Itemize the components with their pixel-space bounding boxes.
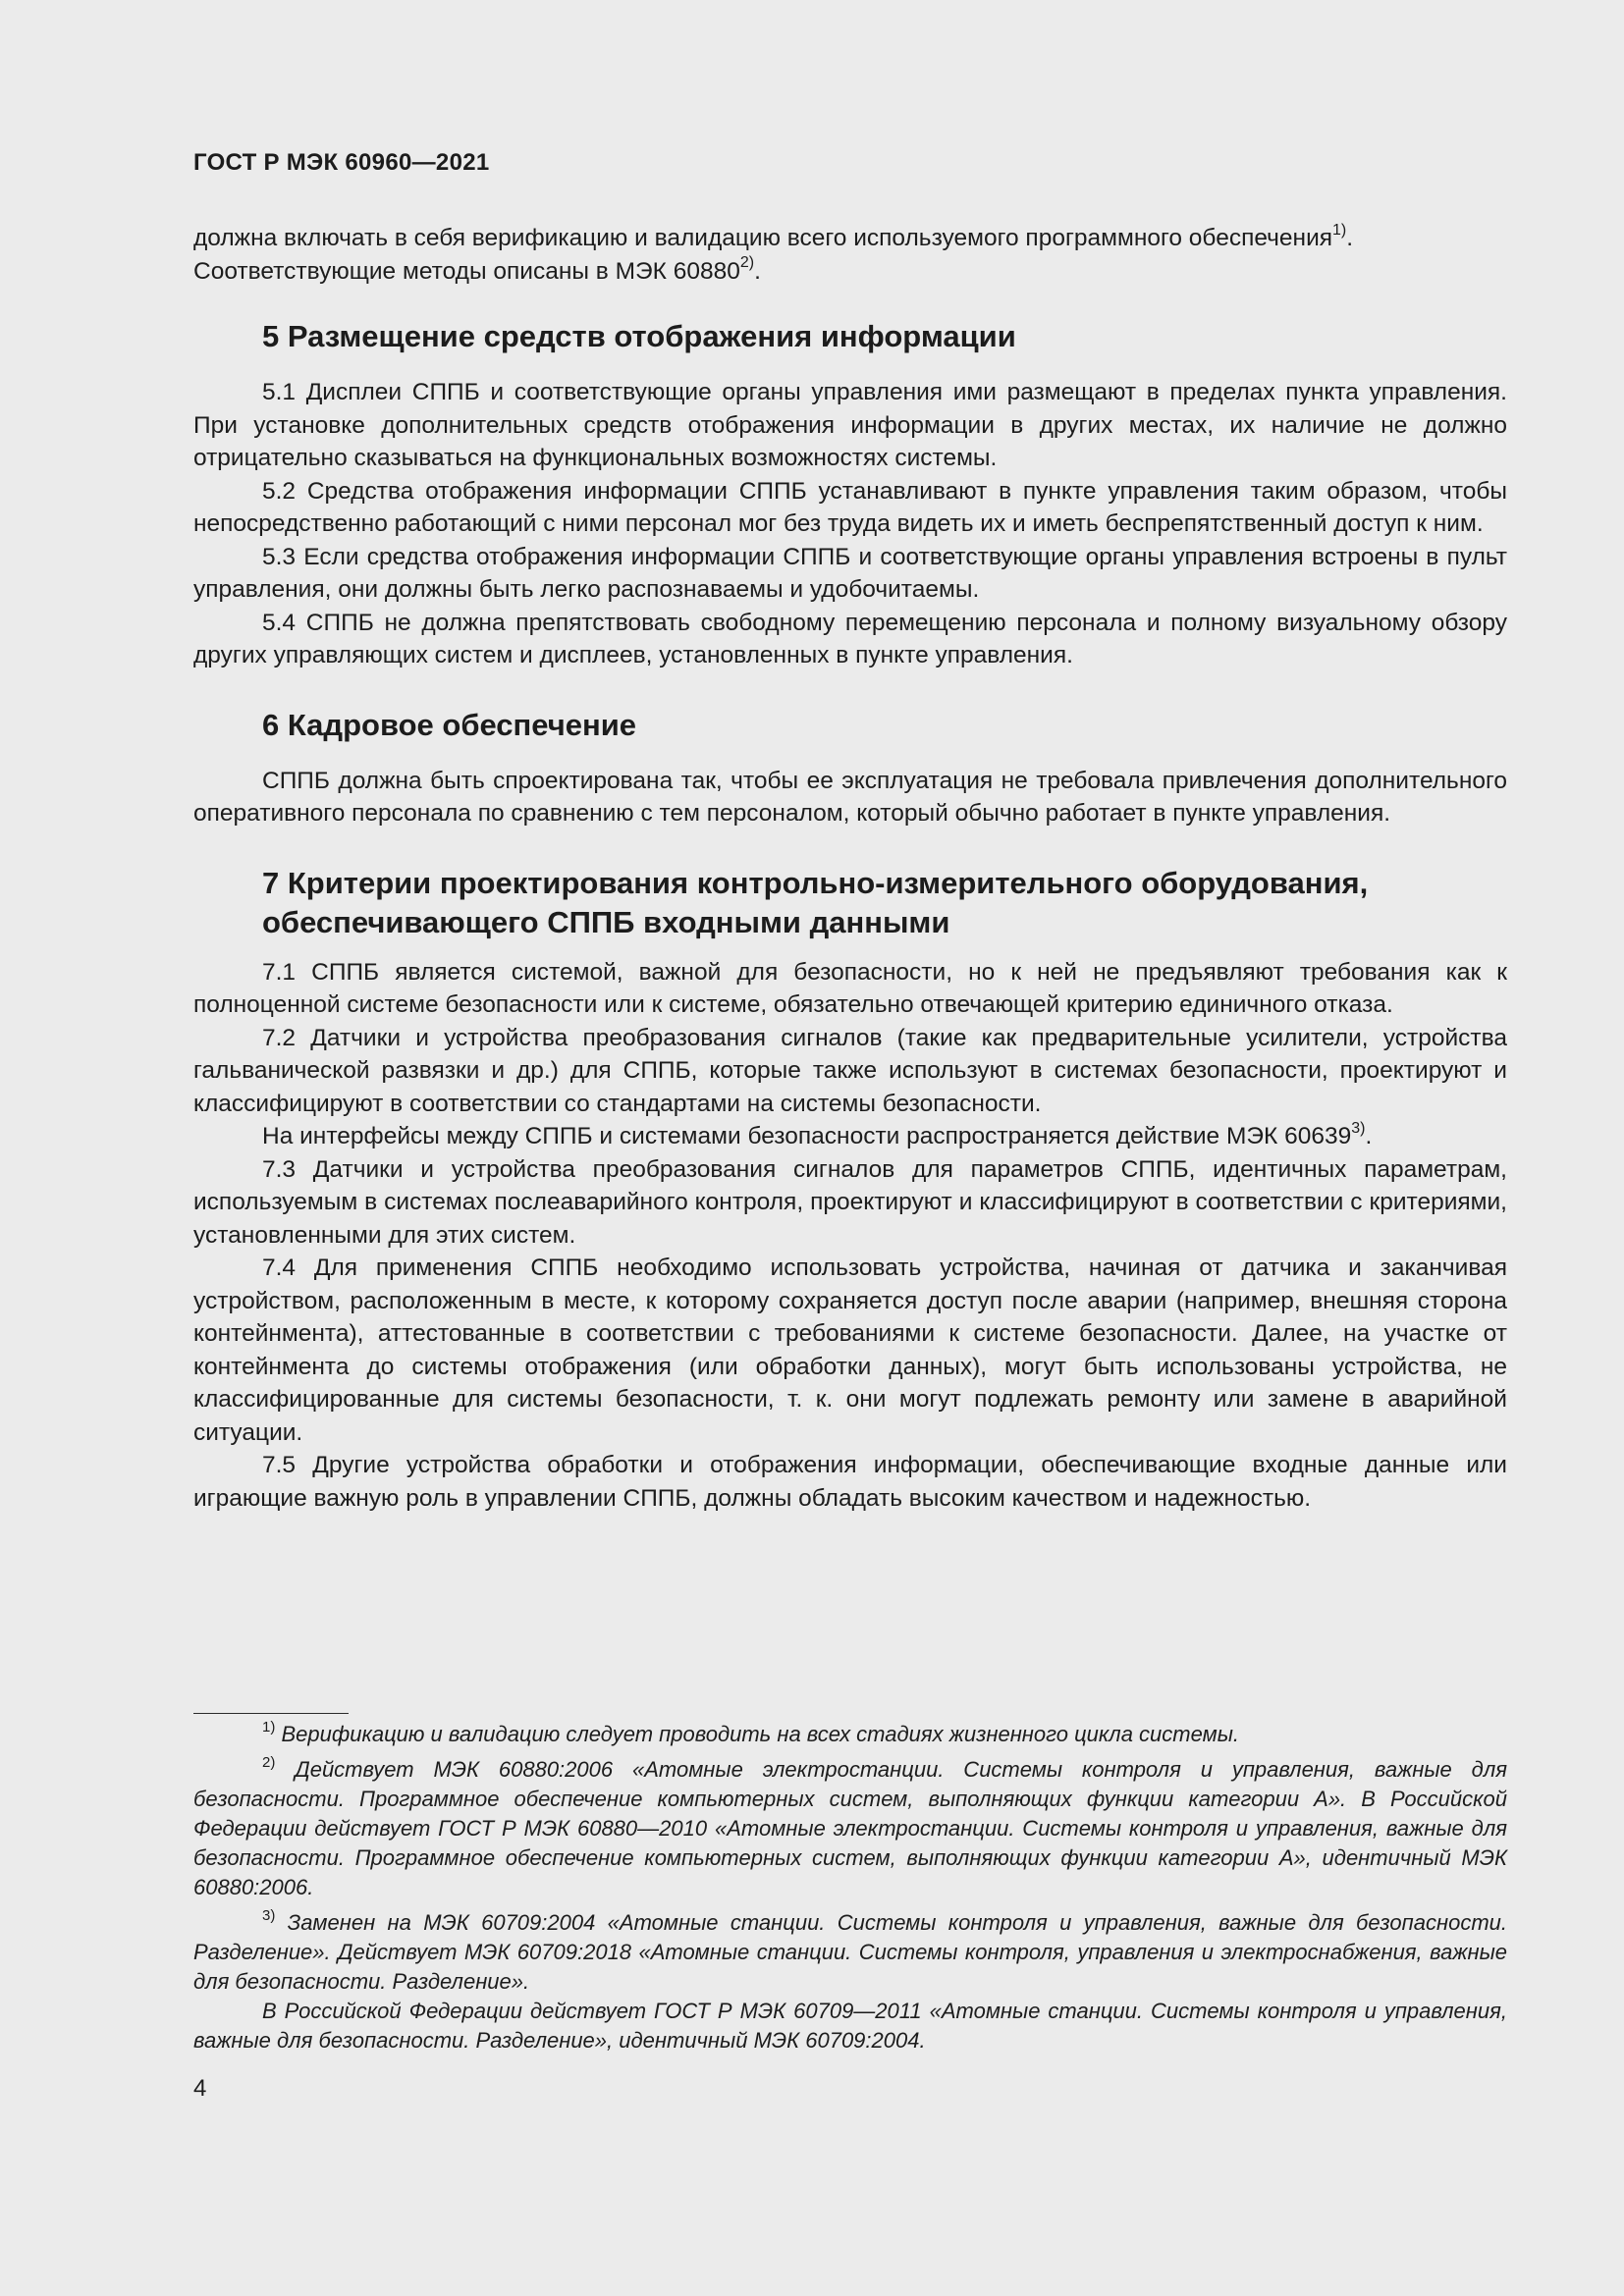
main-text: [193, 222, 1507, 1515]
footnote-ref-1[interactable]: 1): [1332, 221, 1347, 239]
section-6-heading: 6 Кадровое обеспечение: [262, 707, 636, 742]
footnote-2: $^{2)}$ Действует МЭК 60880:2006 «Атомные электростанции. Системы контроля и управления, важные для безопасности. Программное обеспечение компьютерных систем, выполняющих функции категории А». В Российской Федерации действует ГОСТ Р МЭК 60880—2010 «Атомные электростанции. Системы контроля и управления, важные для безопасности. Программное обеспечение компьютерных систем, выполняющих функции категории А», идентичный МЭК 60880:2006.: [193, 1753, 1507, 1899]
section-5-heading: 5 Размещение средств отображения информации: [262, 319, 1016, 353]
paragraph-7-1: 7.1 СППБ является системой, важной для безопасности, но к ней не предъявляют требования как к полноценной системе безопасности или к системе, обязательно отвечающей критерию единичного отказа.: [193, 958, 1507, 1018]
paragraph-7-3: 7.3 Датчики и устройства преобразования сигналов для параметров СППБ, идентичных параметрам, используемым в системах послеаварийного контроля, проектируют и классифицируют в соответствии с критериями, установленными для этих систем.: [193, 1155, 1507, 1249]
paragraph-5-1: 5.1 Дисплеи СППБ и соответствующие органы управления ими размещают в пределах пункта управления. При установке дополнительных средств отображения информации в других местах, их наличие не должно отрицательно сказываться на функциональных возможностях системы.: [193, 379, 1507, 471]
paragraph-6: СППБ должна быть спроектирована так, чтобы ее эксплуатация не требовала привлечения дополнительного оперативного персонала по сравнению с тем персоналом, который обычно работает в пункте управления.: [193, 767, 1507, 827]
running-header: ГОСТ Р МЭК 60960—2021: [193, 149, 490, 176]
footnote-ref-3[interactable]: 3): [1351, 1119, 1366, 1137]
footnote-separator: [193, 1713, 349, 1714]
paragraph-5-4: 5.4 СППБ не должна препятствовать свободному перемещению персонала и полному визуальному обзору других управляющих систем и дисплеев, установленных в пункте управления.: [193, 609, 1507, 668]
paragraph-7-4: 7.4 Для применения СППБ необходимо использовать устройства, начиная от датчика и заканчивая устройством, расположенным в месте, к которому сохраняется доступ после аварии (например, внешняя сторона контейнмента), аттестованные в соответствии с требованиями к системе безопасности. Далее, на участке от контейнмента до системы отображения (или обработки данных), могут быть использованы устройства, не классифицированные для системы безопасности, т. к. они могут подлежать ремонту или замене в аварийной ситуации.: [193, 1255, 1507, 1446]
footnote-3-continued: В Российской Федерации действует ГОСТ Р МЭК 60709—2011 «Атомные станции. Системы контроля и управления, важные для безопасности. Разделение», идентичный МЭК 60709:2004.: [193, 1999, 1507, 2053]
paragraph-5-3: 5.3 Если средства отображения информации СППБ и соответствующие органы управления встроены в пульт управления, они должны быть легко распознаваемы и удобочитаемы.: [193, 543, 1507, 603]
footnote-3: $^{3)}$ Заменен на МЭК 60709:2004 «Атомные станции. Системы контроля и управления, важные для безопасности. Разделение». Действует МЭК 60709:2018 «Атомные станции. Системы контроля, управления и электроснабжения, важные для безопасности. Разделение».: [193, 1906, 1507, 1994]
intro-line-2: Соответствующие методы описаны в МЭК 60880: [193, 257, 740, 285]
footnote-1: $^{1)}$ Верификацию и валидацию следует проводить на всех стадиях жизненного цикла системы.: [262, 1718, 1239, 1746]
paragraph-7-5: 7.5 Другие устройства обработки и отображения информации, обеспечивающие входные данные или играющие важную роль в управлении СППБ, должны обладать высоким качеством и надежностью.: [193, 1452, 1507, 1512]
paragraph-7-2: 7.2 Датчики и устройства преобразования сигналов (такие как предварительные усилители, устройства гальванической развязки и др.) для СППБ, которые также используют в системах безопасности, проектируют и классифицируют в соответствии со стандартами на системы безопасности.: [193, 1024, 1507, 1117]
footnote-ref-2[interactable]: 2): [739, 254, 755, 272]
page-number: 4: [193, 2075, 207, 2102]
paragraph-5-2: 5.2 Средства отображения информации СППБ устанавливают в пункте управления таким образом, чтобы непосредственно работающий с ними персонал мог без труда видеть их и иметь беспрепятственный доступ к ним.: [193, 477, 1507, 537]
paragraph-7-2-interfaces: На интерфейсы между СППБ и системами безопасности распространяется действие МЭК 60639$^{3)}$.: [262, 1119, 1373, 1149]
intro-paragraph: должна включать в себя верификацию и валидацию всего используемого программного обеспечения$^{1)}$. Соответствующие методы описаны в МЭК 60880$^{2)}$.: [193, 221, 1354, 285]
footnotes: [193, 1720, 1507, 2056]
intro-line-1: должна включать в себя верификацию и валидацию всего используемого программного обеспечения: [193, 225, 1333, 251]
section-7-heading: 7 Критерии проектирования контрольно-измерительного оборудования, обеспечивающего СППБ входными данными: [262, 865, 1369, 939]
